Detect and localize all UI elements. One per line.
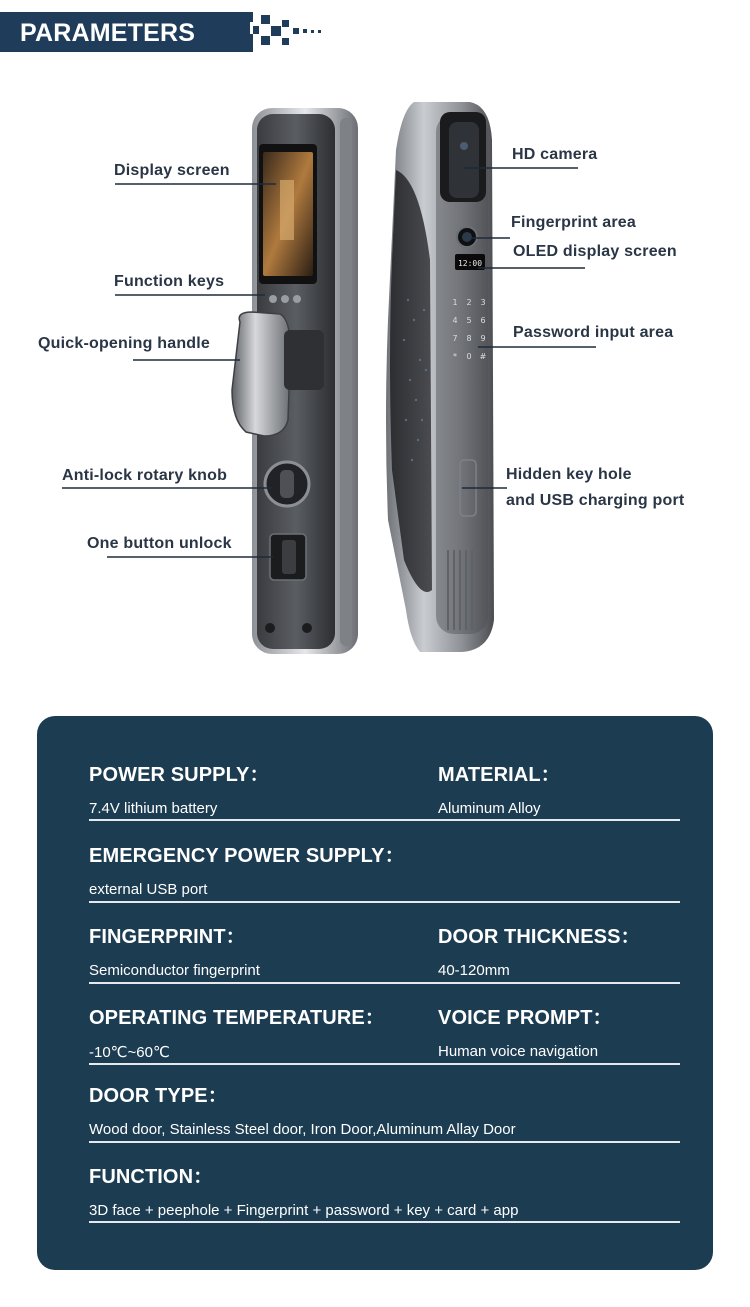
section-title: PARAMETERS — [20, 19, 196, 47]
param-value: -10℃~60℃ — [89, 1044, 170, 1061]
param-row — [89, 1160, 680, 1223]
param-label: OPERATING TEMPERATURE： — [89, 1007, 385, 1029]
param-power-supply — [89, 758, 270, 817]
keypad-digit: 7 — [452, 334, 458, 343]
callout-oled-display: OLED display screen — [513, 243, 677, 260]
parameters-panel — [37, 716, 713, 1270]
callout-quick-opening-handle: Quick-opening handle — [38, 335, 211, 352]
param-value: Wood door, Stainless Steel door, Iron Door,Aluminum Allay Door — [89, 1121, 516, 1138]
param-row — [89, 1001, 680, 1065]
callout-display-screen: Display screen — [114, 162, 230, 179]
keypad-digit: 1 — [452, 298, 458, 307]
param-value: Aluminum Alloy — [438, 800, 541, 817]
param-value: Human voice navigation — [438, 1043, 599, 1060]
pixel-pattern-decoration — [243, 12, 328, 52]
param-value: Semiconductor fingerprint — [89, 962, 260, 979]
function-keys-graphic — [269, 295, 301, 303]
keypad-digit: 4 — [452, 316, 458, 325]
param-door-type — [89, 1079, 516, 1138]
keypad-digit: 3 — [480, 298, 486, 307]
callout-anti-lock-knob: Anti-lock rotary knob — [62, 467, 228, 484]
param-label: DOOR THICKNESS： — [438, 926, 641, 948]
param-operating-temperature — [89, 1001, 385, 1061]
param-value: 7.4V lithium battery — [89, 800, 218, 817]
param-row — [89, 920, 680, 984]
callout-hidden-key-hole-line2: and USB charging port — [506, 492, 685, 509]
keypad-digit: # — [479, 352, 487, 361]
callout-password-input: Password input area — [513, 324, 674, 341]
callout-hd-camera: HD camera — [512, 146, 598, 163]
anti-lock-knob-graphic — [265, 462, 309, 506]
param-label: DOOR TYPE： — [89, 1085, 228, 1107]
param-function — [89, 1160, 518, 1219]
param-row — [89, 839, 680, 903]
param-label: MATERIAL： — [438, 764, 561, 786]
keypad-digit: 5 — [466, 316, 472, 325]
keypad-digit: 8 — [466, 334, 472, 343]
param-emergency-power — [89, 839, 405, 898]
param-label: EMERGENCY POWER SUPPLY： — [89, 845, 405, 867]
oled-time-text: 12:00 — [457, 259, 483, 268]
param-label: FUNCTION： — [89, 1166, 214, 1188]
keypad-digit: 6 — [480, 316, 486, 325]
param-row — [89, 1079, 680, 1143]
hd-camera-graphic — [440, 112, 486, 202]
callout-hidden-key-hole-line1: Hidden key hole — [506, 466, 632, 483]
param-value: external USB port — [89, 881, 208, 898]
callout-fingerprint-area: Fingerprint area — [511, 214, 637, 231]
keypad-digit: 9 — [480, 334, 486, 343]
keypad-digit: * — [453, 352, 457, 361]
param-label: VOICE PROMPT： — [438, 1007, 613, 1029]
display-screen-graphic — [259, 144, 317, 284]
param-value: 3D face + peephole + Fingerprint + password + key + card + app — [89, 1202, 519, 1219]
callout-function-keys: Function keys — [114, 273, 225, 290]
keypad-digit: 2 — [466, 298, 472, 307]
callout-one-button-unlock: One button unlock — [87, 535, 232, 552]
param-value: 40-120mm — [438, 962, 510, 979]
param-label: POWER SUPPLY： — [89, 764, 270, 786]
fingerprint-sensor-graphic — [457, 227, 477, 247]
param-fingerprint — [89, 920, 260, 979]
smart-lock-illustration — [0, 80, 750, 680]
keypad-digit: 0 — [466, 352, 472, 361]
param-voice-prompt — [438, 1001, 613, 1060]
param-label: FINGERPRINT： — [89, 926, 246, 948]
param-material — [438, 758, 561, 817]
param-row — [89, 758, 680, 821]
param-door-thickness — [438, 920, 641, 979]
